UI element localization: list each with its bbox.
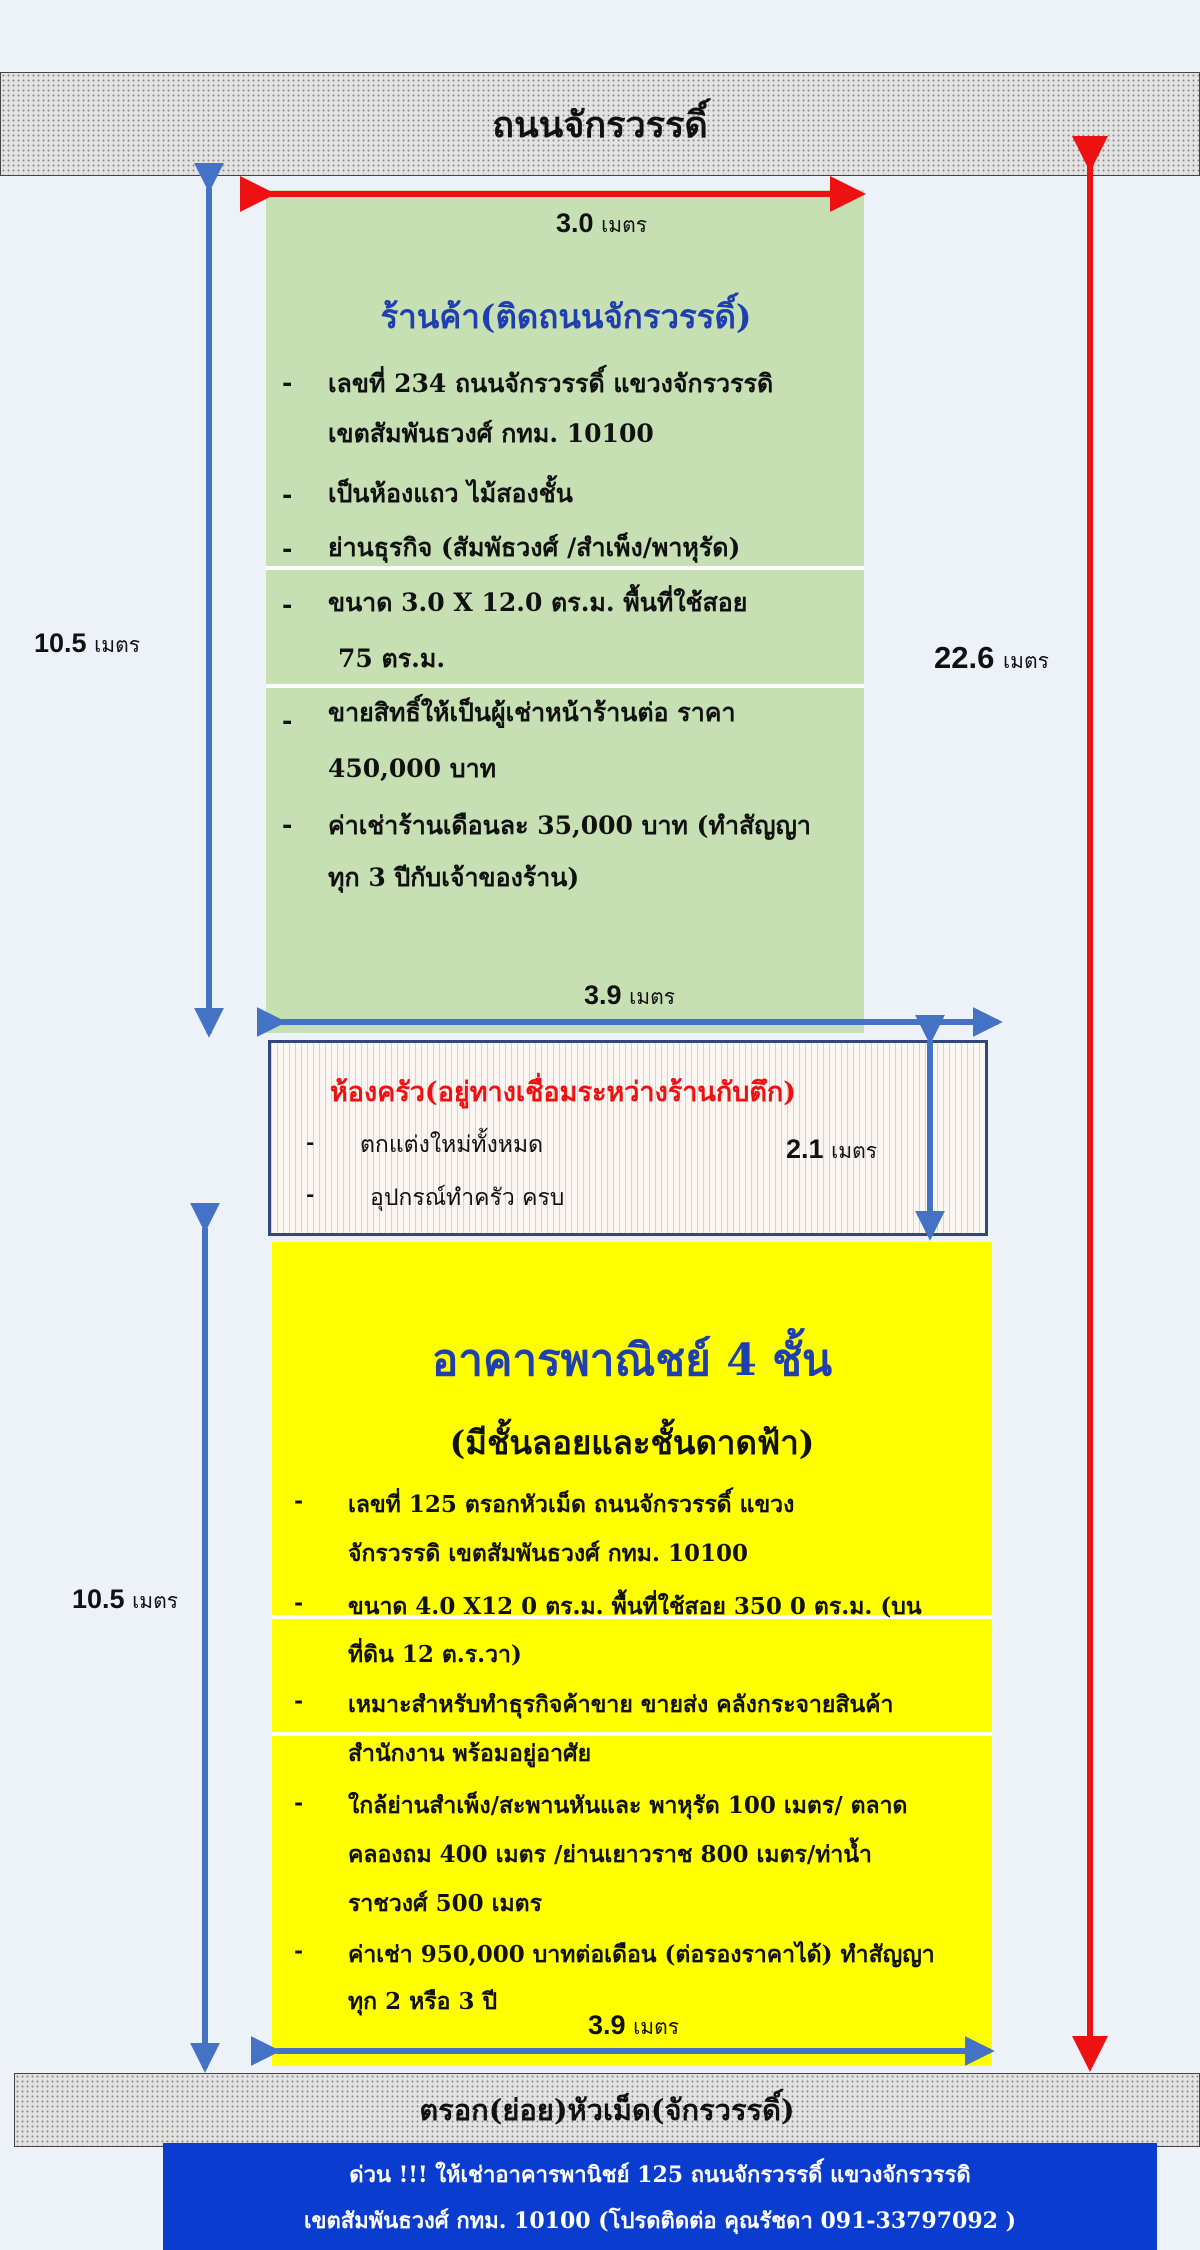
kitchen-title: ห้องครัว(อยู่ทางเชื่อมระหว่างร้านกับตึก) xyxy=(330,1077,797,1108)
kitchen-depth-label xyxy=(786,1134,877,1168)
measure-value: 3.9 xyxy=(588,2010,626,2040)
left-upper-label xyxy=(34,628,140,662)
building-line: ที่ดิน 12 ต.ร.วา) xyxy=(348,1641,522,1668)
building-line: เหมาะสำหรับทำธุรกิจค้าขาย ขายส่ง คลังกระจายสินค้า xyxy=(348,1691,894,1718)
measure-value: 10.5 xyxy=(34,628,87,658)
building-line: เลขที่ 125 ตรอกหัวเม็ด ถนนจักรวรรดิ์ แขวง xyxy=(348,1491,795,1518)
dash: - xyxy=(294,1488,304,1514)
kitchen-line: ตกแต่งใหม่ทั้งหมด xyxy=(360,1132,544,1158)
shop-line: 75 ตร.ม. xyxy=(338,644,446,673)
banner-line-1: ด่วน !!! ให้เช่าอาคารพานิชย์ 125 ถนนจักรวรรดิ์ แขวงจักรวรรดิ xyxy=(349,2162,971,2188)
dash: - xyxy=(282,368,293,397)
dash: - xyxy=(294,1790,304,1816)
shop-line: เลขที่ 234 ถนนจักรวรรดิ์ แขวงจักรวรรดิ xyxy=(328,369,774,398)
measure-unit: เมตร xyxy=(94,634,141,657)
measure-unit: เมตร xyxy=(1002,650,1049,673)
building-subtitle: (มีชั้นลอยและชั้นดาดฟ้า) xyxy=(449,1423,815,1462)
shop-line: 450,000 บาท xyxy=(328,754,497,783)
bottom-road-label: ตรอก(ย่อย)หัวเม็ด(จักรวรรดิ์) xyxy=(419,2093,795,2127)
shop-width-label xyxy=(556,208,647,242)
shop-line: ขนาด 3.0 X 12.0 ตร.ม. พื้นที่ใช้สอย xyxy=(328,588,748,617)
shop-line: ขายสิทธิ์ให้เป็นผู้เช่าหน้าร้านต่อ ราคา xyxy=(328,698,736,727)
measure-value: 3.9 xyxy=(584,980,622,1010)
building-title: อาคารพาณิชย์ 4 ชั้น xyxy=(431,1335,833,1386)
building-line: สำนักงาน พร้อมอยู่อาศัย xyxy=(348,1740,592,1767)
left-lower-label xyxy=(72,1584,178,1618)
dash: - xyxy=(294,1688,304,1714)
kitchen-line: อุปกรณ์ทำครัว ครบ xyxy=(370,1185,565,1211)
measure-value: 22.6 xyxy=(934,640,995,675)
dash: - xyxy=(282,810,293,839)
contact-banner xyxy=(163,2143,1157,2250)
measure-unit: เมตร xyxy=(601,214,647,237)
banner-line-2: เขตสัมพันธวงศ์ กทม. 10100 (โปรดติดต่อ คุณรัชดา 091-33797092 ) xyxy=(303,2208,1017,2234)
dash: - xyxy=(282,590,293,619)
measure-value: 3.0 xyxy=(556,208,594,238)
shop-line: เป็นห้องแถว ไม้สองชั้น xyxy=(328,479,573,508)
dash: - xyxy=(282,706,293,735)
shop-line: เขตสัมพันธวงศ์ กทม. 10100 xyxy=(328,419,654,448)
building-line: ใกล้ย่านสำเพ็ง/สะพานหันและ พาหุรัด 100 เมตร/ ตลาด xyxy=(348,1792,908,1819)
total-depth-label xyxy=(934,640,1049,678)
shop-line: ย่านธุรกิจ (สัมพัธวงศ์ /สำเพ็ง/พาหุรัด) xyxy=(328,533,741,562)
dash: - xyxy=(282,534,293,563)
shop-line: ค่าเช่าร้านเดือนละ 35,000 บาท (ทำสัญญา xyxy=(328,811,811,840)
dash: - xyxy=(294,1590,304,1616)
dash: - xyxy=(294,1938,304,1964)
dash: - xyxy=(282,480,293,509)
dash: - xyxy=(306,1182,315,1206)
measure-unit: เมตร xyxy=(831,1140,877,1163)
measure-value: 10.5 xyxy=(72,1584,125,1614)
measure-unit: เมตร xyxy=(633,2016,679,2039)
top-road-label: ถนนจักรวรรดิ์ xyxy=(492,103,708,146)
shop-line: ทุก 3 ปีกับเจ้าของร้าน) xyxy=(328,863,580,892)
building-line: ทุก 2 หรือ 3 ปี xyxy=(348,1988,498,2015)
building-line: ขนาด 4.0 X12 0 ตร.ม. พื้นที่ใช้สอย 350 0 ตร.ม. (บน xyxy=(348,1593,922,1620)
dash: - xyxy=(306,1130,315,1154)
measure-unit: เมตร xyxy=(132,1590,179,1613)
bottom-width-label xyxy=(588,2010,679,2044)
measure-unit: เมตร xyxy=(629,986,675,1009)
building-line: จักรวรรดิ เขตสัมพันธวงศ์ กทม. 10100 xyxy=(348,1540,748,1567)
building-line: คลองถม 400 เมตร /ย่านเยาวราช 800 เมตร/ท่าน้ำ xyxy=(348,1841,872,1868)
building-line: ค่าเช่า 950,000 บาทต่อเดือน (ต่อรองราคาได้) ทำสัญญา xyxy=(348,1941,935,1968)
building-line: ราชวงศ์ 500 เมตร xyxy=(348,1890,542,1917)
measure-value: 2.1 xyxy=(786,1134,824,1164)
mid-width-label xyxy=(584,980,675,1014)
shop-title: ร้านค้า(ติดถนนจักรวรรดิ์) xyxy=(380,297,752,336)
